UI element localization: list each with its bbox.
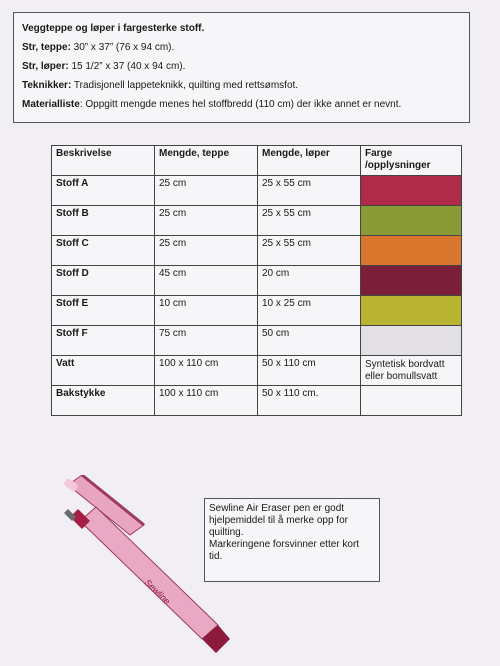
table-row [52,236,462,266]
table-row [52,296,462,326]
cell-amount-teppe: 100 x 110 cm [155,386,258,416]
cell-description: Stoff D [52,266,155,296]
cell-description: Bakstykke [52,386,155,416]
cell-amount-loper: 10 x 25 cm [258,296,361,326]
info-line-teknikker: Teknikker: Tradisjonell lappeteknikk, quilting med rettsømsfot. [22,80,299,91]
note-line: Markeringene forsvinner etter kort tid. [209,539,360,562]
info-line-materialliste: Materialliste: Oppgitt mengde menes hel stoffbredd (110 cm) der ikke annet er nevnt. [22,99,402,110]
cell-amount-teppe: 25 cm [155,206,258,236]
cell-color [361,326,462,356]
cell-amount-loper: 20 cm [258,266,361,296]
cell-description: Stoff B [52,206,155,236]
cell-description: Stoff C [52,236,155,266]
cell-description: Stoff E [52,296,155,326]
fabric-swatch [361,326,461,355]
cell-amount-teppe: 100 x 110 cm [155,356,258,386]
materials-table [51,145,462,416]
pen-brand-label: Sewline [142,577,173,607]
info-box [13,12,470,123]
cell-amount-loper: 25 x 55 cm [258,236,361,266]
note-line: Sewline Air Eraser pen er godt hjelpemiddel til å merke opp for quilting. [209,503,348,538]
cell-amount-loper: 25 x 55 cm [258,206,361,236]
cell-amount-teppe: 10 cm [155,296,258,326]
info-line-loper: Str, løper: 15 1/2” x 37 (40 x 94 cm). [22,61,186,72]
cell-color-note [361,386,462,416]
cell-color [361,296,462,326]
fabric-swatch [361,176,461,205]
info-line-teppe: Str, teppe: 30” x 37” (76 x 94 cm). [22,42,175,53]
table-row [52,176,462,206]
col-header: Beskrivelse [52,146,155,176]
table-header-row [52,146,462,176]
col-header: Mengde, løper [258,146,361,176]
table-row [52,206,462,236]
pattern-title: Veggteppe og løper i fargesterke stoff. [22,23,205,34]
cell-amount-teppe: 25 cm [155,236,258,266]
table-row [52,326,462,356]
note-box [204,498,380,582]
fabric-swatch [361,206,461,235]
table-row [52,386,462,416]
cell-amount-teppe: 25 cm [155,176,258,206]
cell-color-note: Syntetisk bordvatt eller bomullsvatt [361,356,462,386]
cell-amount-loper: 50 cm [258,326,361,356]
cell-color [361,206,462,236]
cell-color [361,176,462,206]
cell-description: Stoff A [52,176,155,206]
cell-description: Vatt [52,356,155,386]
cell-description: Stoff F [52,326,155,356]
col-header: Farge /opplysninger [361,146,462,176]
fabric-swatch [361,236,461,265]
cell-color [361,236,462,266]
col-header: Mengde, teppe [155,146,258,176]
fabric-swatch [361,266,461,295]
cell-amount-teppe: 75 cm [155,326,258,356]
cell-color [361,266,462,296]
table-row [52,266,462,296]
cell-amount-loper: 50 x 110 cm. [258,386,361,416]
cell-amount-teppe: 45 cm [155,266,258,296]
cell-amount-loper: 25 x 55 cm [258,176,361,206]
cell-amount-loper: 50 x 110 cm [258,356,361,386]
table-row [52,356,462,386]
fabric-swatch [361,296,461,325]
